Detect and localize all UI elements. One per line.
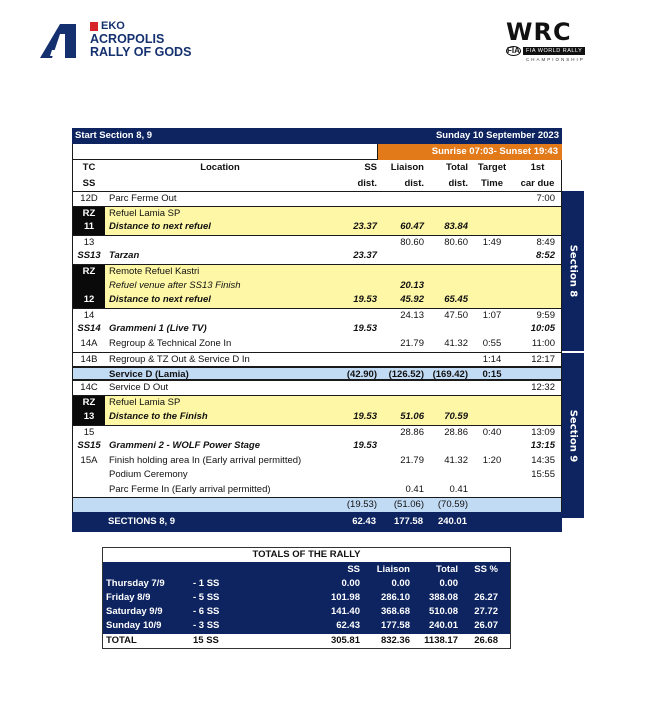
- cell-total: [426, 396, 470, 410]
- cell-liaison: [379, 396, 426, 410]
- cell-tc: 15A: [80, 454, 98, 466]
- itinerary-row: [72, 497, 562, 512]
- cell-due: [514, 410, 561, 425]
- cell-target: [470, 220, 514, 235]
- cell-tc: 12D: [80, 193, 98, 204]
- cell-target: 1:20: [482, 454, 502, 466]
- cell-ss: 19.53: [353, 440, 377, 452]
- itinerary-row: [72, 468, 562, 483]
- cell-ss: 19.53: [353, 410, 377, 422]
- totals-cell-ss: 141.40: [330, 606, 360, 617]
- cell-liaison: [379, 381, 426, 396]
- itinerary-table: [72, 128, 562, 532]
- cell-liaison: (51.06): [393, 499, 424, 511]
- cell-liaison: 60.47: [400, 221, 424, 233]
- acropolis-a-icon: [38, 20, 78, 60]
- cell-location: Regroup & TZ Out & Service D In: [109, 353, 250, 365]
- grand-total-ss: 305.81: [330, 635, 360, 646]
- rally-totals-row: [103, 591, 510, 605]
- cell-target: 0:40: [482, 426, 502, 438]
- cell-ss: [335, 353, 379, 367]
- totals-cell-ss: 101.98: [330, 592, 360, 603]
- cell-due: 7:00: [536, 193, 555, 204]
- cell-due: [514, 279, 561, 294]
- cell-liaison: 20.13: [400, 279, 424, 291]
- cell-tc: 12: [73, 293, 105, 308]
- itinerary-row: [72, 235, 562, 250]
- totals-header-count-blank: [193, 563, 288, 577]
- totals-cell-pct: 26.27: [474, 592, 498, 603]
- grand-total-label: TOTAL: [106, 635, 137, 646]
- totals-cell-pct: [458, 577, 500, 591]
- totals-cell-liaison: 368.68: [380, 606, 410, 617]
- cell-total: 28.86: [444, 426, 468, 438]
- cell-total: [426, 468, 470, 483]
- totals-cell-total: 510.08: [428, 606, 458, 617]
- event-name: [90, 20, 191, 59]
- cell-location: Parc Ferme In (Early arrival permitted): [109, 483, 271, 495]
- cell-total: 70.59: [444, 410, 468, 422]
- itinerary-row: [72, 191, 562, 206]
- cell-liaison: 45.92: [400, 294, 424, 306]
- col-tc: TC: [82, 162, 96, 173]
- itinerary-row: [72, 454, 562, 469]
- cell-ss: [335, 265, 379, 279]
- cell-tc: 15: [83, 426, 95, 438]
- grand-total-count: 15 SS: [193, 635, 219, 646]
- cell-location: Refuel Lamia SP: [109, 207, 181, 219]
- cell-target: [470, 381, 514, 396]
- totals-cell-total: 240.01: [428, 620, 458, 631]
- totals-cell-total: 0.00: [439, 578, 458, 589]
- acropolis-rally-logo: [38, 18, 198, 62]
- itinerary-row: [72, 337, 562, 352]
- cell-total: 41.32: [444, 337, 468, 349]
- cell-liaison: [379, 439, 426, 454]
- cell-total: [426, 322, 470, 337]
- cell-total: (70.59): [437, 499, 468, 511]
- cell-location: [105, 498, 335, 512]
- cell-liaison: (126.52): [388, 369, 424, 381]
- cell-total: 80.60: [444, 236, 468, 248]
- col-ss-label: SS: [82, 177, 96, 189]
- rally-totals-title: TOTALS OF THE RALLY: [103, 548, 510, 562]
- cell-ss: [335, 396, 379, 410]
- col-location: Location: [200, 162, 240, 173]
- total-target-blank: [469, 512, 513, 532]
- totals-cell-ss: 0.00: [341, 578, 360, 589]
- itinerary-row: [72, 439, 562, 454]
- col-target: Target: [477, 162, 507, 173]
- cell-liaison: [379, 207, 426, 221]
- col-due: 1st: [530, 162, 545, 173]
- sun-row: [72, 144, 562, 160]
- cell-target: 1:07: [482, 309, 502, 321]
- cell-target: 0:15: [482, 369, 502, 381]
- cell-target: [470, 207, 514, 221]
- cell-target: [470, 249, 514, 264]
- cell-due: 8:52: [535, 250, 555, 262]
- cell-total: (169.42): [432, 369, 468, 381]
- sections-total-row: [72, 512, 562, 532]
- cell-tc: 14A: [80, 337, 98, 349]
- cell-due: 13:09: [531, 426, 555, 438]
- cell-total: 83.84: [444, 221, 468, 233]
- fia-wrc-band: FIA WORLD RALLY: [523, 47, 585, 55]
- rally-totals-row: [103, 577, 510, 591]
- cell-location: Service D (Lamia): [109, 369, 189, 381]
- cell-target: [470, 293, 514, 308]
- itinerary-row: [72, 264, 562, 279]
- fia-logo-icon: FIA: [507, 46, 520, 55]
- cell-due: [514, 293, 561, 308]
- column-header-row-2: [72, 176, 562, 192]
- col-liaison-dist: dist.: [404, 177, 424, 189]
- cell-due: 15:55: [531, 469, 555, 481]
- col-total: Total: [446, 162, 468, 173]
- cell-liaison: 24.13: [400, 309, 424, 321]
- cell-target: 1:49: [482, 236, 502, 248]
- rally-totals-row: [103, 619, 510, 633]
- totals-header-day-blank: [103, 563, 193, 577]
- cell-total: [426, 249, 470, 264]
- cell-location: Podium Ceremony: [109, 469, 188, 481]
- cell-due: 11:00: [531, 337, 555, 349]
- itinerary-row: [72, 410, 562, 425]
- cell-tc: [73, 468, 105, 483]
- section-9-label: Section 9: [567, 409, 579, 462]
- cell-target: [470, 192, 514, 206]
- cell-total: [426, 381, 470, 396]
- sections-total-liaison: 177.58: [393, 516, 423, 528]
- event-name-line2: RALLY OF GODS: [90, 45, 192, 59]
- cell-ss: [335, 309, 379, 323]
- cell-ss: [335, 381, 379, 396]
- cell-due: [514, 483, 561, 498]
- cell-location: Distance to the Finish: [109, 410, 208, 422]
- totals-cell-count: - 6 SS: [193, 606, 220, 617]
- cell-liaison: 51.06: [400, 410, 424, 422]
- cell-target: [470, 396, 514, 410]
- cell-liaison: [379, 249, 426, 264]
- sections-total-label: SECTIONS 8, 9: [108, 516, 176, 528]
- cell-due: 9:59: [536, 309, 555, 321]
- cell-location: Distance to next refuel: [109, 294, 211, 306]
- cell-tc: [73, 368, 105, 379]
- cell-liaison: [379, 192, 426, 206]
- totals-cell-pct: 27.72: [474, 606, 498, 617]
- cell-total: [426, 439, 470, 454]
- totals-cell-count: - 1 SS: [193, 578, 220, 589]
- cell-ss: (42.90): [346, 369, 377, 381]
- totals-cell-total: 388.08: [428, 592, 458, 603]
- cell-location: Remote Refuel Kastri: [109, 265, 200, 277]
- itinerary-row: [72, 352, 562, 367]
- cell-location: Tarzan: [109, 250, 140, 262]
- cell-total: [426, 353, 470, 367]
- col-ss-dist: dist.: [357, 177, 377, 189]
- col-target-time: Time: [480, 177, 503, 189]
- cell-location: Refuel Lamia SP: [109, 397, 181, 409]
- itinerary-row: [72, 293, 562, 308]
- rally-totals-row: [103, 605, 510, 619]
- cell-total: 0.41: [449, 483, 468, 495]
- section-8-label: Section 8: [567, 244, 579, 298]
- cell-target: 1:14: [482, 353, 502, 365]
- itinerary-row: [72, 395, 562, 410]
- cell-liaison: [379, 322, 426, 337]
- cell-location: Grammeni 1 (Live TV): [109, 323, 207, 335]
- section-9-bar: [562, 353, 584, 518]
- totals-cell-liaison: 286.10: [380, 592, 410, 603]
- cell-total: 41.32: [444, 454, 468, 466]
- itinerary-title-row: [72, 128, 562, 144]
- cell-total: 47.50: [444, 309, 468, 321]
- totals-cell-day: Saturday 9/9: [106, 606, 163, 617]
- cell-tc: 11: [73, 220, 105, 235]
- cell-target: 0:55: [482, 337, 502, 349]
- cell-due: [514, 207, 561, 221]
- cell-ss: [335, 468, 379, 483]
- cell-liaison: 0.41: [405, 483, 424, 495]
- column-header-row-1: [72, 160, 562, 176]
- grand-total-liaison: 832.36: [380, 635, 410, 646]
- totals-cell-day: Thursday 7/9: [106, 578, 165, 589]
- totals-cell-ss: 62.43: [336, 620, 360, 631]
- sections-total-ss: 62.43: [352, 516, 376, 528]
- grand-total-pct: 26.68: [474, 635, 498, 646]
- totals-col-ss: SS: [347, 564, 360, 575]
- cell-ss: 19.53: [353, 294, 377, 306]
- cell-location: Distance to next refuel: [109, 221, 211, 233]
- cell-tc: RZ: [73, 265, 105, 279]
- cell-due: 14:35: [531, 454, 555, 466]
- cell-location: [105, 236, 335, 250]
- itinerary-row: [72, 308, 562, 323]
- col-liaison: Liaison: [390, 162, 424, 173]
- cell-target: [470, 483, 514, 498]
- eko-flag-icon: [90, 22, 98, 31]
- cell-due: [514, 368, 561, 379]
- cell-tc: 14B: [80, 353, 98, 365]
- itinerary-row: [72, 322, 562, 337]
- cell-ss: [335, 483, 379, 498]
- cell-target: [470, 439, 514, 454]
- rally-totals-body: [103, 562, 510, 634]
- col-car-due: car due: [520, 177, 555, 189]
- cell-tc: SS14: [77, 323, 101, 335]
- cell-ss: 23.37: [353, 250, 377, 262]
- cell-tc: [73, 498, 105, 512]
- totals-cell-day: Sunday 10/9: [106, 620, 162, 631]
- cell-target: [470, 279, 514, 294]
- cell-liaison: 21.79: [400, 454, 424, 466]
- cell-target: [470, 265, 514, 279]
- grand-total-total: 1138.17: [424, 635, 458, 646]
- cell-tc: 13: [83, 236, 95, 248]
- total-tc-blank: [72, 512, 104, 532]
- rally-grand-total-row: [103, 634, 510, 648]
- cell-ss: [335, 236, 379, 250]
- cell-target: [470, 410, 514, 425]
- rally-totals-header: [103, 563, 510, 577]
- totals-col-pct: SS %: [474, 564, 498, 575]
- cell-location: Grammeni 2 - WOLF Power Stage: [109, 440, 260, 452]
- totals-cell-day: Friday 8/9: [106, 592, 151, 603]
- cell-due: [514, 396, 561, 410]
- cell-due: 10:05: [530, 323, 555, 335]
- sunrise-sunset: Sunrise 07:03- Sunset 19:43: [378, 144, 562, 160]
- cell-total: [426, 279, 470, 294]
- cell-location: Refuel venue after SS13 Finish: [109, 279, 241, 291]
- totals-col-total: Total: [436, 564, 458, 575]
- cell-liaison: [379, 353, 426, 367]
- cell-tc: [73, 483, 105, 498]
- cell-due: 12:32: [531, 381, 555, 393]
- cell-location: Regroup & Technical Zone In: [109, 337, 232, 349]
- cell-total: [426, 265, 470, 279]
- itinerary-date: Sunday 10 September 2023: [435, 130, 559, 141]
- cell-due: 12:17: [531, 353, 555, 365]
- col-location-blank: [105, 176, 335, 192]
- cell-ss: [335, 207, 379, 221]
- rally-totals-table: [102, 547, 511, 649]
- cell-total: 65.45: [444, 294, 468, 306]
- cell-liaison: 21.79: [400, 337, 424, 349]
- cell-ss: 19.53: [353, 323, 377, 335]
- totals-cell-liaison: 177.58: [380, 620, 410, 631]
- cell-ss: [335, 337, 379, 352]
- cell-location: Parc Ferme Out: [109, 193, 177, 204]
- cell-ss: 23.37: [353, 221, 377, 233]
- cell-location: Finish holding area In (Early arrival permitted): [109, 454, 302, 466]
- cell-location: Service D Out: [109, 381, 169, 393]
- cell-tc: RZ: [73, 396, 105, 410]
- itinerary-row: [72, 381, 562, 396]
- cell-tc: SS15: [77, 440, 101, 452]
- itinerary-row: [72, 220, 562, 235]
- cell-due: 8:49: [536, 236, 555, 248]
- cell-tc: RZ: [73, 207, 105, 221]
- cell-tc: 13: [73, 410, 105, 425]
- totals-cell-count: - 5 SS: [193, 592, 220, 603]
- cell-location: [105, 426, 335, 440]
- cell-ss: [335, 426, 379, 440]
- itinerary-row: [72, 206, 562, 221]
- itinerary-row: [72, 425, 562, 440]
- wrc-wordmark: WRC: [506, 18, 572, 46]
- cell-tc: 14: [83, 309, 95, 321]
- totals-cell-liaison: 0.00: [391, 578, 410, 589]
- cell-ss: [335, 192, 379, 206]
- cell-due: [514, 265, 561, 279]
- sun-row-blank: [73, 144, 378, 160]
- total-due-blank: [513, 512, 560, 532]
- sections-total-total: 240.01: [437, 516, 467, 528]
- itinerary-row: [72, 483, 562, 498]
- totals-col-liaison: Liaison: [376, 564, 410, 575]
- itinerary-row: [72, 279, 562, 294]
- cell-liaison: 80.60: [400, 236, 424, 248]
- cell-tc: [73, 279, 105, 294]
- cell-liaison: [379, 468, 426, 483]
- cell-due: [514, 220, 561, 235]
- cell-target: [470, 322, 514, 337]
- cell-liaison: [379, 265, 426, 279]
- col-ss: SS: [364, 162, 377, 173]
- itinerary-title: Start Section 8, 9: [75, 130, 153, 141]
- event-name-line1: ACROPOLIS: [90, 32, 165, 46]
- cell-ss: [335, 454, 379, 469]
- cell-target: [470, 468, 514, 483]
- event-sponsor: EKO: [101, 20, 125, 32]
- cell-tc: SS13: [77, 250, 101, 262]
- cell-location: [105, 309, 335, 323]
- itinerary-row: [72, 249, 562, 264]
- cell-due: 13:15: [530, 440, 555, 452]
- cell-target: [470, 498, 514, 512]
- fia-wrc-subtitle: CHAMPIONSHIP: [526, 57, 585, 62]
- totals-cell-count: - 3 SS: [193, 620, 220, 631]
- cell-total: [426, 192, 470, 206]
- cell-due: [514, 498, 561, 512]
- itinerary-row: [72, 366, 562, 381]
- cell-tc: 14C: [80, 381, 98, 393]
- col-total-dist: dist.: [448, 177, 468, 189]
- totals-cell-pct: 26.07: [474, 620, 498, 631]
- wrc-logo: [506, 20, 606, 60]
- cell-ss: (19.53): [346, 499, 377, 511]
- cell-liaison: 28.86: [400, 426, 424, 438]
- section-8-bar: [562, 191, 584, 351]
- cell-total: [426, 207, 470, 221]
- cell-ss: [335, 279, 379, 294]
